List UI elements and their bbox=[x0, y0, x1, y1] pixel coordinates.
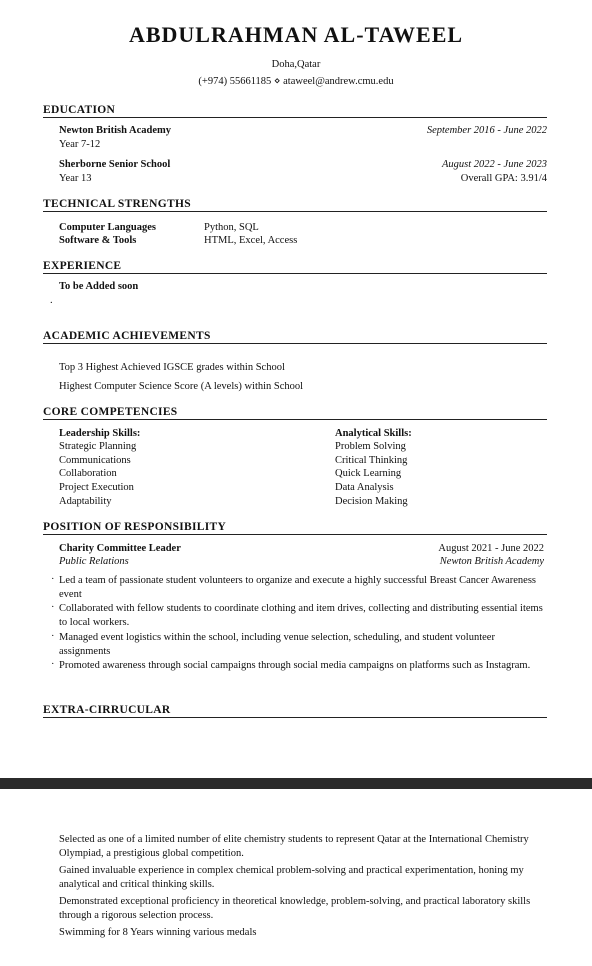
education-school-2: Sherborne Senior School bbox=[59, 159, 171, 170]
responsibility-bullet: Led a team of passionate student volunteers to organize and execute a highly successful Breast Cancer Awareness event bbox=[59, 575, 537, 600]
education-detail-2: Year 13 bbox=[59, 173, 92, 184]
section-experience-heading: EXPERIENCE bbox=[43, 260, 547, 274]
bullet-marker: · bbox=[51, 631, 55, 642]
tech-label-languages: Computer Languages bbox=[59, 222, 156, 233]
education-school-1: Newton British Academy bbox=[59, 125, 171, 136]
experience-dot: . bbox=[50, 295, 53, 306]
section-responsibility-heading: POSITION OF RESPONSIBILITY bbox=[43, 521, 547, 535]
leadership-skills-title: Leadership Skills: bbox=[59, 428, 141, 439]
analytical-skill: Data Analysis bbox=[335, 482, 394, 493]
analytical-skill: Quick Learning bbox=[335, 468, 402, 479]
education-detail-1: Year 7-12 bbox=[59, 139, 101, 150]
responsibility-bullet: Managed event logistics within the school, including venue selection, scheduling, and student volunteer assignments bbox=[59, 632, 495, 657]
section-education-heading: EDUCATION bbox=[43, 104, 547, 118]
responsibility-area: Public Relations bbox=[59, 556, 129, 567]
leadership-skill: Project Execution bbox=[59, 482, 134, 493]
education-gpa: Overall GPA: 3.91/4 bbox=[460, 173, 547, 184]
academic-item-2: Highest Computer Science Score (A levels) within School bbox=[59, 381, 304, 392]
responsibility-role: Charity Committee Leader bbox=[59, 543, 181, 554]
candidate-name: ABDULRAHMAN AL-TAWEEL bbox=[128, 22, 464, 47]
responsibility-bullet: Promoted awareness through social campaigns through social media campaigns on platforms such as Instagram. bbox=[59, 660, 531, 671]
bullet-marker: · bbox=[51, 574, 55, 585]
leadership-skill: Adaptability bbox=[59, 496, 112, 507]
education-dates-2: August 2022 - June 2023 bbox=[442, 159, 547, 170]
extracurricular-item: Selected as one of a limited number of elite chemistry students to represent Qatar at the International Chemistry Olympiad, a prestigious global competition. bbox=[59, 834, 529, 859]
responsibility-org: Newton British Academy bbox=[439, 556, 544, 567]
section-competencies-heading: CORE COMPETENCIES bbox=[43, 406, 547, 420]
experience-placeholder: To be Added soon bbox=[59, 281, 139, 292]
responsibility-dates: August 2021 - June 2022 bbox=[438, 543, 544, 554]
section-extracurricular-heading: EXTRA-CIRRUCULAR bbox=[43, 704, 547, 718]
responsibility-bullet: Collaborated with fellow students to coordinate clothing and item drives, collecting and distributing essential items to local workers. bbox=[59, 603, 543, 628]
extracurricular-item: Swimming for 8 Years winning various medals bbox=[59, 927, 257, 938]
section-academic-heading: ACADEMIC ACHIEVEMENTS bbox=[43, 330, 547, 344]
tech-value-software: HTML, Excel, Access bbox=[204, 235, 298, 246]
analytical-skills-title: Analytical Skills: bbox=[335, 428, 412, 439]
page-break-band bbox=[0, 778, 592, 789]
location: Doha,Qatar bbox=[271, 59, 321, 70]
analytical-skill: Decision Making bbox=[335, 496, 408, 507]
contact-line: (+974) 55661185 ⋄ ataweel@andrew.cmu.edu bbox=[198, 76, 394, 87]
leadership-skill: Communications bbox=[59, 455, 131, 466]
tech-value-languages: Python, SQL bbox=[204, 222, 259, 233]
extracurricular-item: Gained invaluable experience in complex chemical problem-solving and practical experimentation, honing my analytical and critical thinking skills. bbox=[59, 865, 524, 890]
tech-label-software: Software & Tools bbox=[59, 235, 137, 246]
bullet-marker: · bbox=[51, 602, 55, 613]
analytical-skill: Problem Solving bbox=[335, 441, 406, 452]
extracurricular-item: Demonstrated exceptional proficiency in theoretical knowledge, problem-solving, and practical laboratory skills through a rigorous selection process. bbox=[59, 896, 531, 921]
bullet-marker: · bbox=[51, 659, 55, 670]
leadership-skill: Strategic Planning bbox=[59, 441, 137, 452]
academic-item-1: Top 3 Highest Achieved IGSCE grades within School bbox=[59, 362, 285, 373]
leadership-skill: Collaboration bbox=[59, 468, 117, 479]
section-technical-heading: TECHNICAL STRENGTHS bbox=[43, 198, 547, 212]
education-dates-1: September 2016 - June 2022 bbox=[426, 125, 547, 136]
analytical-skill: Critical Thinking bbox=[335, 455, 408, 466]
